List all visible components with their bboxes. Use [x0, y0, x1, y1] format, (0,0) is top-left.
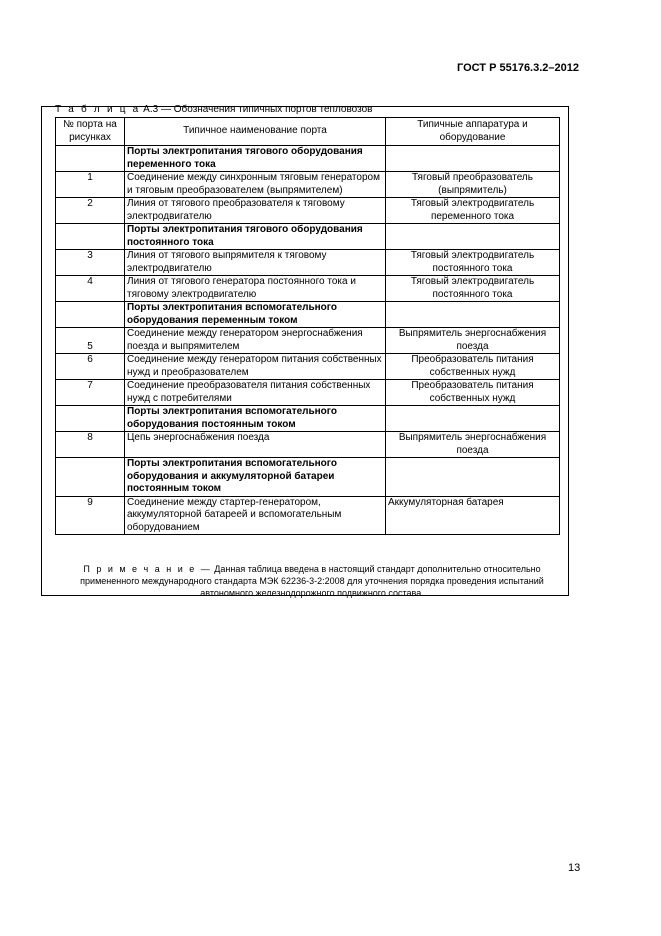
column-header-equipment: Типичные аппаратура и оборудование [386, 118, 560, 146]
port-number-cell: 4 [56, 276, 125, 302]
table-row [56, 198, 560, 224]
caption-label: Т а б л и ц а [55, 104, 141, 115]
table-header-row [56, 118, 560, 146]
port-number-cell [56, 458, 125, 497]
port-number-cell: 3 [56, 250, 125, 276]
port-number-cell: 8 [56, 432, 125, 458]
ports-table [55, 117, 560, 535]
table-body [56, 146, 560, 535]
note-text: Данная таблица введена в настоящий стандарт дополнительно относительно примененного международного стандарта МЭК 62236-3-2:2008 для уточнения порядка проведения испытаний автономного железнодорожного подвижного состава. [80, 564, 544, 598]
table-row [56, 276, 560, 302]
port-number-cell: 7 [56, 380, 125, 406]
port-number-cell [56, 406, 125, 432]
port-group-name-cell: Порты электропитания тягового оборудования переменного тока [125, 146, 386, 172]
table-caption [55, 104, 372, 116]
equipment-cell: Тяговый преобразователь (выпрямитель) [386, 172, 560, 198]
port-number-cell: 5 [56, 328, 125, 354]
table-row [56, 354, 560, 380]
port-name-cell: Линия от тягового генератора постоянного тока и тяговому электродвигателю [125, 276, 386, 302]
equipment-cell: Тяговый электродвигатель переменного тока [386, 198, 560, 224]
equipment-cell: Тяговый электродвигатель постоянного тока [386, 250, 560, 276]
table-row [56, 380, 560, 406]
port-group-name-cell: Порты электропитания вспомогательного оборудования переменным током [125, 302, 386, 328]
table-frame [41, 106, 569, 596]
port-name-cell: Соединение преобразователя питания собственных нужд с потребителями [125, 380, 386, 406]
column-header-port-number: № порта на рисунках [56, 118, 125, 146]
table-row [56, 496, 560, 535]
port-name-cell: Соединение между генератором питания собственных нужд и преобразователем [125, 354, 386, 380]
column-header-port-name: Типичное наименование порта [125, 118, 386, 146]
table-row [56, 328, 560, 354]
port-number-cell [56, 302, 125, 328]
table-row [56, 172, 560, 198]
note-label: П р и м е ч а н и е — [83, 564, 212, 574]
standard-designation: ГОСТ Р 55176.3.2–2012 [456, 62, 579, 74]
port-group-name-cell: Порты электропитания вспомогательного оборудования и аккумуляторной батареи постоянным током [125, 458, 386, 497]
port-number-cell [56, 224, 125, 250]
table-group-row [56, 406, 560, 432]
equipment-cell: Преобразователь питания собственных нужд [386, 380, 560, 406]
table-note [62, 563, 562, 599]
port-name-cell: Линия от тягового преобразователя к тяговому электродвигателю [125, 198, 386, 224]
port-name-cell: Соединение между стартер-генератором, аккумуляторной батареей и вспомогательным оборудованием [125, 496, 386, 535]
port-name-cell: Соединение между генератором энергоснабжения поезда и выпрямителем [125, 328, 386, 354]
equipment-cell: Преобразователь питания собственных нужд [386, 354, 560, 380]
table-row [56, 432, 560, 458]
equipment-cell [386, 406, 560, 432]
table-group-row [56, 224, 560, 250]
table-row [56, 250, 560, 276]
port-number-cell: 9 [56, 496, 125, 535]
port-number-cell: 1 [56, 172, 125, 198]
port-number-cell [56, 146, 125, 172]
port-number-cell: 2 [56, 198, 125, 224]
table-group-row [56, 458, 560, 497]
table-group-row [56, 302, 560, 328]
page-number: 13 [568, 862, 581, 874]
table-group-row [56, 146, 560, 172]
equipment-cell [386, 302, 560, 328]
port-name-cell: Линия от тягового выпрямителя к тяговому электродвигателю [125, 250, 386, 276]
port-name-cell: Цепь энергоснабжения поезда [125, 432, 386, 458]
port-group-name-cell: Порты электропитания тягового оборудования постоянного тока [125, 224, 386, 250]
port-number-cell: 6 [56, 354, 125, 380]
caption-text: А.3 — Обозначения типичных портов тепловозов [143, 104, 373, 115]
equipment-cell: Аккумуляторная батарея [386, 496, 560, 535]
port-name-cell: Соединение между синхронным тяговым генератором и тяговым преобразователем (выпрямителем) [125, 172, 386, 198]
equipment-cell [386, 146, 560, 172]
port-group-name-cell: Порты электропитания вспомогательного оборудования постоянным током [125, 406, 386, 432]
equipment-cell [386, 458, 560, 497]
equipment-cell: Выпрямитель энергоснабжения поезда [386, 432, 560, 458]
equipment-cell: Тяговый электродвигатель постоянного тока [386, 276, 560, 302]
equipment-cell [386, 224, 560, 250]
equipment-cell: Выпрямитель энергоснабжения поезда [386, 328, 560, 354]
